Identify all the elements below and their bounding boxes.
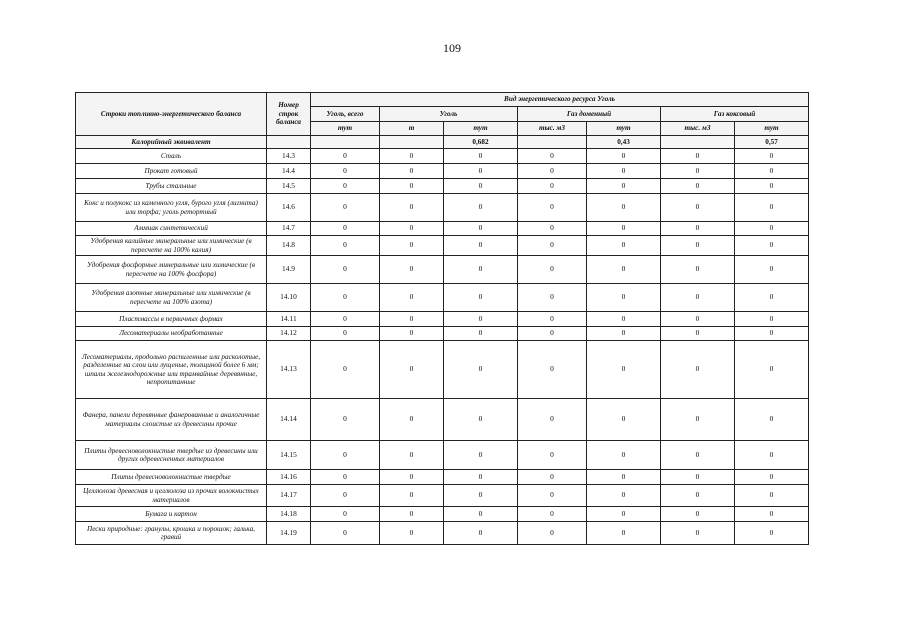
value-cell: 0 xyxy=(735,179,809,194)
table-row xyxy=(76,194,809,222)
value-cell: 0 xyxy=(587,327,661,341)
value-cell: 0 xyxy=(444,507,518,522)
table-row xyxy=(76,236,809,256)
row-number: 14.8 xyxy=(267,236,311,256)
value-cell: 0 xyxy=(518,341,587,399)
value-cell: 0 xyxy=(587,194,661,222)
value-cell: 0 xyxy=(518,470,587,485)
value-cell: 0 xyxy=(518,522,587,545)
value-cell: 0 xyxy=(735,341,809,399)
value-cell: 0 xyxy=(661,164,735,179)
value-cell: 0 xyxy=(587,341,661,399)
value-cell: 0 xyxy=(380,485,444,507)
value-cell: 0 xyxy=(735,470,809,485)
value-cell: 0 xyxy=(380,149,444,164)
value-cell: 0 xyxy=(380,327,444,341)
row-number: 14.4 xyxy=(267,164,311,179)
row-number: 14.3 xyxy=(267,149,311,164)
row-number: 14.19 xyxy=(267,522,311,545)
value-cell: 0 xyxy=(311,312,380,327)
row-label: Бумага и картон xyxy=(76,507,267,522)
unit-header: тут xyxy=(587,122,661,136)
value-cell: 0 xyxy=(380,522,444,545)
value-cell: 0 xyxy=(444,327,518,341)
value-cell: 0 xyxy=(444,441,518,470)
value-cell: 0 xyxy=(380,341,444,399)
value-cell: 0 xyxy=(587,164,661,179)
value-cell: 0 xyxy=(735,327,809,341)
value-cell: 0 xyxy=(735,507,809,522)
calorific-value xyxy=(518,136,587,149)
value-cell: 0 xyxy=(661,312,735,327)
row-number: 14.15 xyxy=(267,441,311,470)
calorific-value: 0,43 xyxy=(587,136,661,149)
value-cell: 0 xyxy=(444,341,518,399)
table-row xyxy=(76,284,809,312)
row-label: Удобрения калийные минеральные или химические (в пересчете на 100% калия) xyxy=(76,236,267,256)
value-cell: 0 xyxy=(735,236,809,256)
value-cell: 0 xyxy=(587,399,661,441)
value-cell: 0 xyxy=(380,507,444,522)
value-cell: 0 xyxy=(311,149,380,164)
value-cell: 0 xyxy=(444,522,518,545)
row-number: 14.5 xyxy=(267,179,311,194)
calorific-value xyxy=(311,136,380,149)
value-cell: 0 xyxy=(518,164,587,179)
row-label: Фанера, панели деревянные фанерованные и аналогичные материалы слоистые из древесины прочие xyxy=(76,399,267,441)
value-cell: 0 xyxy=(735,222,809,236)
value-cell: 0 xyxy=(311,522,380,545)
group-header-blast-furnace-gas: Газ доменный xyxy=(518,107,661,122)
value-cell: 0 xyxy=(380,312,444,327)
value-cell: 0 xyxy=(311,164,380,179)
value-cell: 0 xyxy=(311,236,380,256)
calorific-value xyxy=(661,136,735,149)
row-number-header: Номер строк баланса xyxy=(267,93,311,136)
table-row xyxy=(76,470,809,485)
value-cell: 0 xyxy=(518,312,587,327)
value-cell: 0 xyxy=(518,236,587,256)
value-cell: 0 xyxy=(518,507,587,522)
value-cell: 0 xyxy=(444,470,518,485)
value-cell: 0 xyxy=(311,284,380,312)
value-cell: 0 xyxy=(735,399,809,441)
unit-header: тыс. м3 xyxy=(518,122,587,136)
group-header-coke-gas: Газ коксовый xyxy=(661,107,809,122)
row-label: Плиты древесноволокнистые твердые из древесины или других одревесненных материалов xyxy=(76,441,267,470)
value-cell: 0 xyxy=(587,470,661,485)
value-cell: 0 xyxy=(311,399,380,441)
table-row xyxy=(76,256,809,284)
value-cell: 0 xyxy=(311,194,380,222)
value-cell: 0 xyxy=(380,284,444,312)
value-cell: 0 xyxy=(380,441,444,470)
row-label-header: Строки топливно-энергетического баланса xyxy=(76,93,267,136)
calorific-label: Калорийный эквивалент xyxy=(76,136,267,149)
value-cell: 0 xyxy=(661,441,735,470)
row-label: Удобрения фосфорные минеральные или химические (в пересчете на 100% фосфора) xyxy=(76,256,267,284)
value-cell: 0 xyxy=(444,179,518,194)
row-label: Плиты древесноволокнистые твердые xyxy=(76,470,267,485)
value-cell: 0 xyxy=(380,256,444,284)
calorific-value xyxy=(380,136,444,149)
row-number: 14.7 xyxy=(267,222,311,236)
row-label: Сталь xyxy=(76,149,267,164)
value-cell: 0 xyxy=(518,222,587,236)
unit-header: тут xyxy=(444,122,518,136)
unit-header: тут xyxy=(311,122,380,136)
value-cell: 0 xyxy=(444,485,518,507)
value-cell: 0 xyxy=(661,470,735,485)
value-cell: 0 xyxy=(661,485,735,507)
value-cell: 0 xyxy=(735,485,809,507)
table-row xyxy=(76,179,809,194)
value-cell: 0 xyxy=(311,441,380,470)
row-label: Лесоматериалы, продольно распиленные или расколотые, разделенные на слои или лущеные, толщиной более 6 мм; шпалы железнодорожные или трамвайные деревянные, непропитанные xyxy=(76,341,267,399)
value-cell: 0 xyxy=(380,164,444,179)
value-cell: 0 xyxy=(587,256,661,284)
value-cell: 0 xyxy=(518,179,587,194)
value-cell: 0 xyxy=(518,327,587,341)
row-label: Целлюлоза древесная и целлюлоза из прочих волокнистых материалов xyxy=(76,485,267,507)
value-cell: 0 xyxy=(311,256,380,284)
value-cell: 0 xyxy=(735,256,809,284)
table-row xyxy=(76,522,809,545)
row-number: 14.18 xyxy=(267,507,311,522)
value-cell: 0 xyxy=(661,149,735,164)
row-label: Лесоматериалы необработанные xyxy=(76,327,267,341)
value-cell: 0 xyxy=(311,341,380,399)
value-cell: 0 xyxy=(661,327,735,341)
row-number: 14.11 xyxy=(267,312,311,327)
table-row xyxy=(76,312,809,327)
value-cell: 0 xyxy=(587,522,661,545)
value-cell: 0 xyxy=(735,312,809,327)
value-cell: 0 xyxy=(380,179,444,194)
value-cell: 0 xyxy=(587,507,661,522)
row-number: 14.9 xyxy=(267,256,311,284)
calorific-value: 0,57 xyxy=(735,136,809,149)
value-cell: 0 xyxy=(444,149,518,164)
table-row xyxy=(76,164,809,179)
table-row xyxy=(76,399,809,441)
value-cell: 0 xyxy=(380,222,444,236)
value-cell: 0 xyxy=(311,179,380,194)
row-label: Пластмассы в первичных формах xyxy=(76,312,267,327)
calorific-number-cell xyxy=(267,136,311,149)
value-cell: 0 xyxy=(444,222,518,236)
value-cell: 0 xyxy=(444,164,518,179)
value-cell: 0 xyxy=(661,341,735,399)
value-cell: 0 xyxy=(587,236,661,256)
value-cell: 0 xyxy=(661,284,735,312)
value-cell: 0 xyxy=(661,236,735,256)
table-row xyxy=(76,149,809,164)
value-cell: 0 xyxy=(518,149,587,164)
value-cell: 0 xyxy=(735,149,809,164)
row-label: Прокат готовый xyxy=(76,164,267,179)
table-row xyxy=(76,222,809,236)
unit-header: тыс. м3 xyxy=(661,122,735,136)
row-number: 14.16 xyxy=(267,470,311,485)
unit-header: т xyxy=(380,122,444,136)
value-cell: 0 xyxy=(444,399,518,441)
value-cell: 0 xyxy=(587,441,661,470)
value-cell: 0 xyxy=(661,399,735,441)
resource-header: Вид энергетического ресурса Уголь xyxy=(311,93,809,107)
unit-header: тут xyxy=(735,122,809,136)
value-cell: 0 xyxy=(311,327,380,341)
value-cell: 0 xyxy=(587,179,661,194)
calorific-row xyxy=(76,136,809,149)
value-cell: 0 xyxy=(735,284,809,312)
value-cell: 0 xyxy=(587,485,661,507)
row-label: Кокс и полукокс из каменного угля, бурого угля (лигнита) или торфа; уголь ретортный xyxy=(76,194,267,222)
group-header-coal: Уголь xyxy=(380,107,518,122)
row-label: Аммиак синтетический xyxy=(76,222,267,236)
table-row xyxy=(76,485,809,507)
row-number: 14.6 xyxy=(267,194,311,222)
value-cell: 0 xyxy=(661,507,735,522)
value-cell: 0 xyxy=(444,284,518,312)
value-cell: 0 xyxy=(735,441,809,470)
value-cell: 0 xyxy=(311,507,380,522)
value-cell: 0 xyxy=(311,485,380,507)
table-row xyxy=(76,327,809,341)
value-cell: 0 xyxy=(735,194,809,222)
value-cell: 0 xyxy=(518,399,587,441)
energy-balance-table xyxy=(75,92,809,545)
row-number: 14.10 xyxy=(267,284,311,312)
value-cell: 0 xyxy=(587,312,661,327)
page-number: 109 xyxy=(443,41,461,55)
row-number: 14.17 xyxy=(267,485,311,507)
table-row xyxy=(76,341,809,399)
value-cell: 0 xyxy=(587,222,661,236)
value-cell: 0 xyxy=(661,222,735,236)
row-number: 14.14 xyxy=(267,399,311,441)
row-label: Удобрения азотные минеральные или химические (в пересчете на 100% азота) xyxy=(76,284,267,312)
group-header-coal-total: Уголь, всего xyxy=(311,107,380,122)
value-cell: 0 xyxy=(661,522,735,545)
value-cell: 0 xyxy=(587,149,661,164)
value-cell: 0 xyxy=(518,194,587,222)
value-cell: 0 xyxy=(311,222,380,236)
value-cell: 0 xyxy=(311,470,380,485)
value-cell: 0 xyxy=(735,522,809,545)
value-cell: 0 xyxy=(518,485,587,507)
row-label: Трубы стальные xyxy=(76,179,267,194)
value-cell: 0 xyxy=(518,284,587,312)
value-cell: 0 xyxy=(661,194,735,222)
table-row xyxy=(76,441,809,470)
value-cell: 0 xyxy=(587,284,661,312)
value-cell: 0 xyxy=(444,256,518,284)
value-cell: 0 xyxy=(518,256,587,284)
table-row xyxy=(76,507,809,522)
row-number: 14.13 xyxy=(267,341,311,399)
row-number: 14.12 xyxy=(267,327,311,341)
value-cell: 0 xyxy=(444,194,518,222)
value-cell: 0 xyxy=(380,236,444,256)
value-cell: 0 xyxy=(661,179,735,194)
value-cell: 0 xyxy=(518,441,587,470)
value-cell: 0 xyxy=(444,236,518,256)
value-cell: 0 xyxy=(735,164,809,179)
value-cell: 0 xyxy=(380,470,444,485)
value-cell: 0 xyxy=(444,312,518,327)
calorific-value: 0,682 xyxy=(444,136,518,149)
value-cell: 0 xyxy=(380,194,444,222)
value-cell: 0 xyxy=(661,256,735,284)
value-cell: 0 xyxy=(380,399,444,441)
row-label: Пески природные: гранулы, крошка и порошок; галька, гравий xyxy=(76,522,267,545)
